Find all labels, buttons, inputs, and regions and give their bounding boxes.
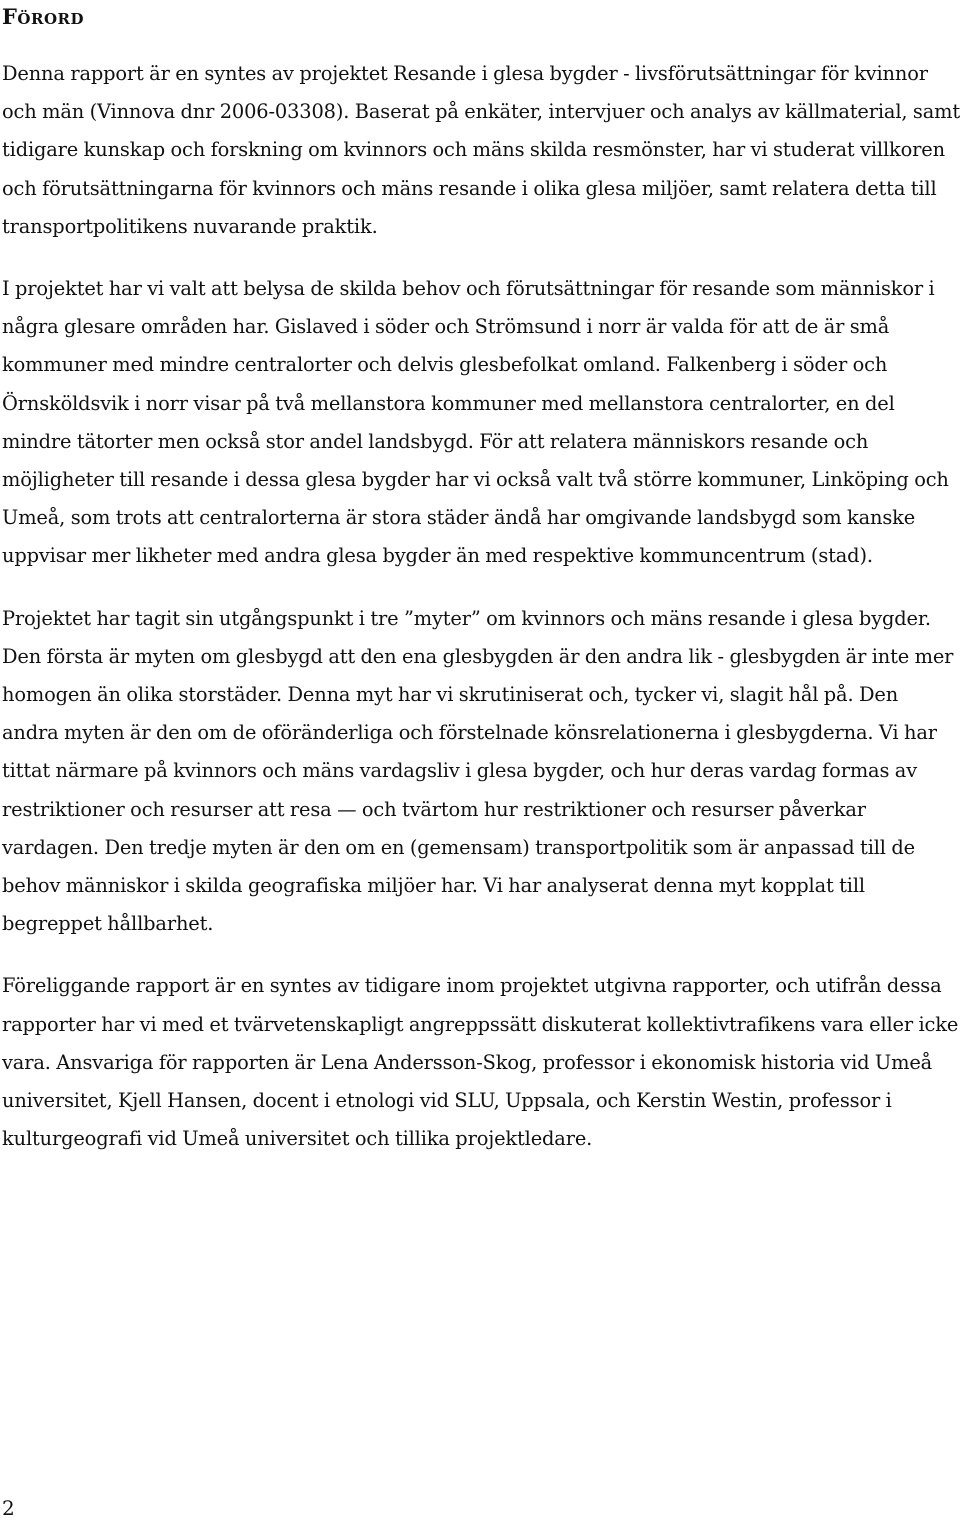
page-number: 2 xyxy=(2,1496,15,1520)
paragraph-2: I projektet har vi valt att belysa de skilda behov och förutsättningar för resande som människor i några glesare områden har. Gislaved i söder och Strömsund i norr är valda för att de är små kommuner med mindre centralorter och delvis glesbefolkat omland. Falkenberg i söder och Örnsköldsvik i norr visar på två mellanstora kommuner med mellanstora centralorter, en del mindre tätorter men också stor andel landsbygd. För att relatera människors resande och möjligheter till resande i dessa glesa bygder har vi också valt två större kommuner, Linköping och Umeå, som trots att centralorterna är stora städer ändå har omgivande landsbygd som kanske uppvisar mer likheter med andra glesa bygder än med respektive kommuncentrum (stad). xyxy=(2,277,949,568)
body-text xyxy=(2,55,960,1182)
paragraph-4: Föreliggande rapport är en syntes av tidigare inom projektet utgivna rapporter, och utifrån dessa rapporter har vi med et tvärvetenskapligt angreppssätt diskuterat kollektivtrafikens vara eller icke vara. Ansvariga för rapporten är Lena Andersson-Skog, professor i ekonomisk historia vid Umeå universitet, Kjell Hansen, docent i etnologi vid SLU, Uppsala, och Kerstin Westin, professor i kulturgeografi vid Umeå universitet och tillika projektledare. xyxy=(2,974,959,1151)
paragraph-3: Projektet har tagit sin utgångspunkt i tre ”myter” om kvinnors och mäns resande i glesa bygder. Den första är myten om glesbygd att den ena glesbygden är den andra lik - glesbygden är inte mer homogen än olika storstäder. Denna myt har vi skrutiniserat och, tycker vi, slagit hål på. Den andra myten är den om de oföränderliga och förstelnade könsrelationerna i glesbygderna. Vi har tittat närmare på kvinnors och mäns vardagsliv i glesa bygder, och hur deras vardag formas av restriktioner och resurser att resa — och tvärtom hur restriktioner och resurser påverkar vardagen. Den tredje myten är den om en (gemensam) transportpolitik som är anpassad till de behov människor i skilda geografiska miljöer har. Vi har analyserat denna myt kopplat till begreppet hållbarhet. xyxy=(2,606,954,936)
section-heading: Förord xyxy=(2,4,84,29)
paragraph-1: Denna rapport är en syntes av projektet Resande i glesa bygder - livsförutsättningar för kvinnor och män (Vinnova dnr 2006-03308). Baserat på enkäter, intervjuer och analys av källmaterial, samt tidigare kunskap och forskning om kvinnors och mäns skilda resmönster, har vi studerat villkoren och förutsättningarna för kvinnors och mäns resande i olika glesa miljöer, samt relatera detta till transportpolitikens nuvarande praktik. xyxy=(2,62,960,238)
